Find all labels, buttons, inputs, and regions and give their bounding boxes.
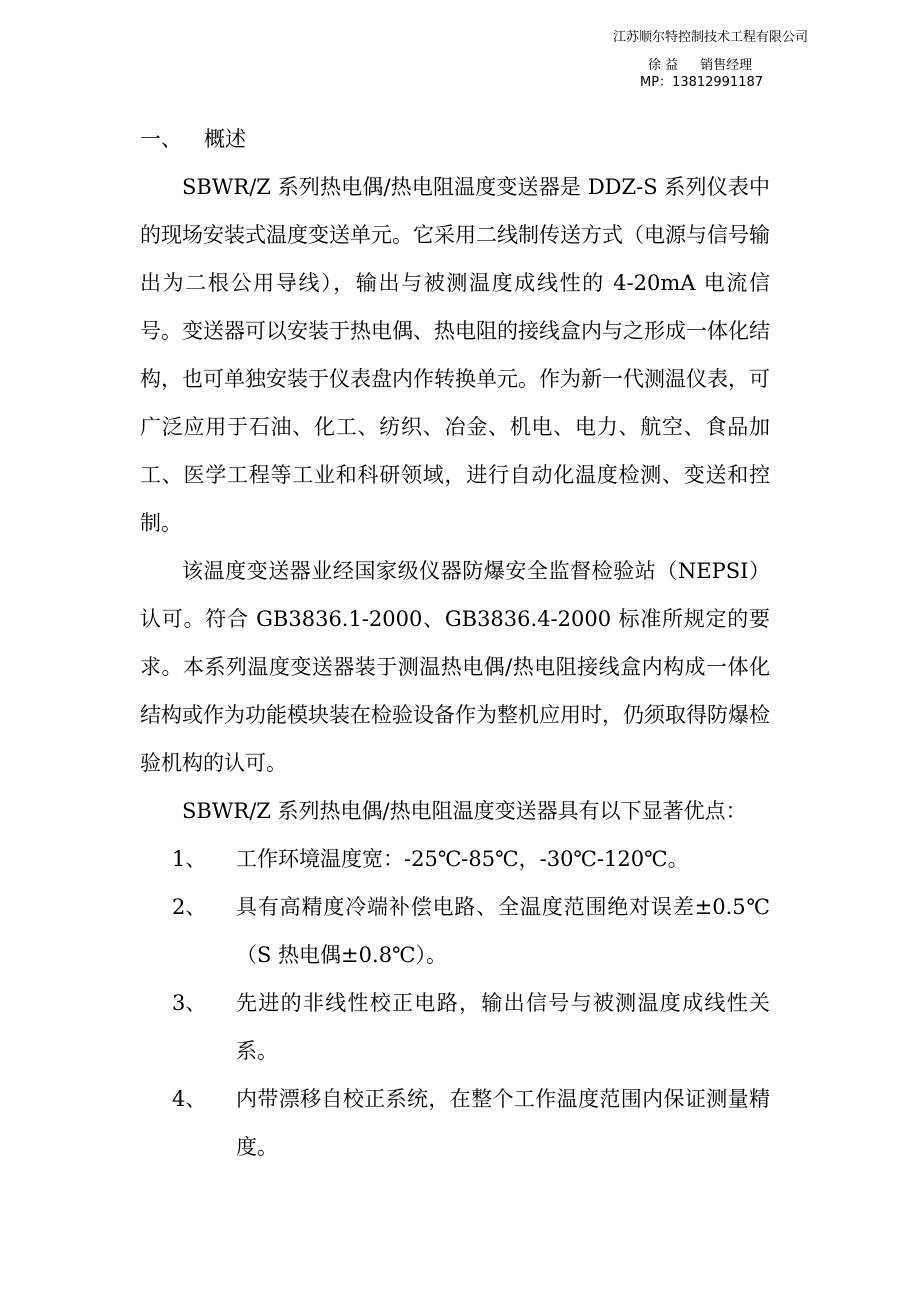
- list-item-text: 内带漂移自校正系统，在整个工作温度范围内保证测量精度。: [236, 1087, 770, 1159]
- paragraph-certification: 该温度变送器业经国家级仪器防爆安全监督检验站（NEPSI）认可。符合 GB3836.1-2000、GB3836.4-2000 标准所规定的要求。本系列温度变送器装于测温热电偶/热电阻接线盒内构成一体化结构或作为功能模块装在检验设备作为整机应用时，仍须取得防爆检验机构的认可。: [140, 559, 770, 775]
- document-body: [140, 115, 770, 1171]
- paragraph-advantages-lead: SBWR/Z 系列热电偶/热电阻温度变送器具有以下显著优点：: [182, 799, 747, 823]
- contact-name: 徐 益: [648, 58, 679, 73]
- section-heading: [140, 115, 770, 163]
- advantages-list: [140, 835, 770, 1171]
- list-item-text: 具有高精度冷端补偿电路、全温度范围绝对误差±0.5℃（S 热电偶±0.8℃）。: [236, 895, 770, 967]
- list-item-number: 3、: [172, 991, 207, 1015]
- list-item: [172, 835, 770, 883]
- list-item-text: 先进的非线性校正电路，输出信号与被测温度成线性关系。: [236, 991, 770, 1063]
- paragraph-intro: SBWR/Z 系列热电偶/热电阻温度变送器是 DDZ-S 系列仪表中的现场安装式温度变送单元。它采用二线制传送方式（电源与信号输出为二根公用导线），输出与被测温度成线性的 4-20mA 电流信号。变送器可以安装于热电偶、热电阻的接线盒内与之形成一体化结构，也可单独安装于仪表盘内作转换单元。作为新一代测温仪表，可广泛应用于石油、化工、纺织、冶金、机电、电力、航空、食品加工、医学工程等工业和科研领域，进行自动化温度检测、变送和控制。: [140, 175, 770, 535]
- list-item-text: 工作环境温度宽：-25℃-85℃，-30℃-120℃。: [236, 847, 689, 871]
- list-item-number: 4、: [172, 1087, 207, 1111]
- section-number: 一、: [140, 127, 182, 151]
- list-item-number: 1、: [172, 847, 207, 871]
- list-item: [172, 1075, 770, 1171]
- list-item: [172, 883, 770, 979]
- list-item-number: 2、: [172, 895, 207, 919]
- list-item: [172, 979, 770, 1075]
- contact-info: [640, 57, 763, 91]
- section-title: 概述: [204, 127, 246, 151]
- page-header: [613, 27, 808, 49]
- company-name: 江苏顺尔特控制技术工程有限公司: [612, 30, 808, 45]
- contact-name-line: [640, 57, 763, 74]
- contact-mp: MP：13812991187: [640, 75, 764, 90]
- contact-title: 销售经理: [700, 58, 753, 73]
